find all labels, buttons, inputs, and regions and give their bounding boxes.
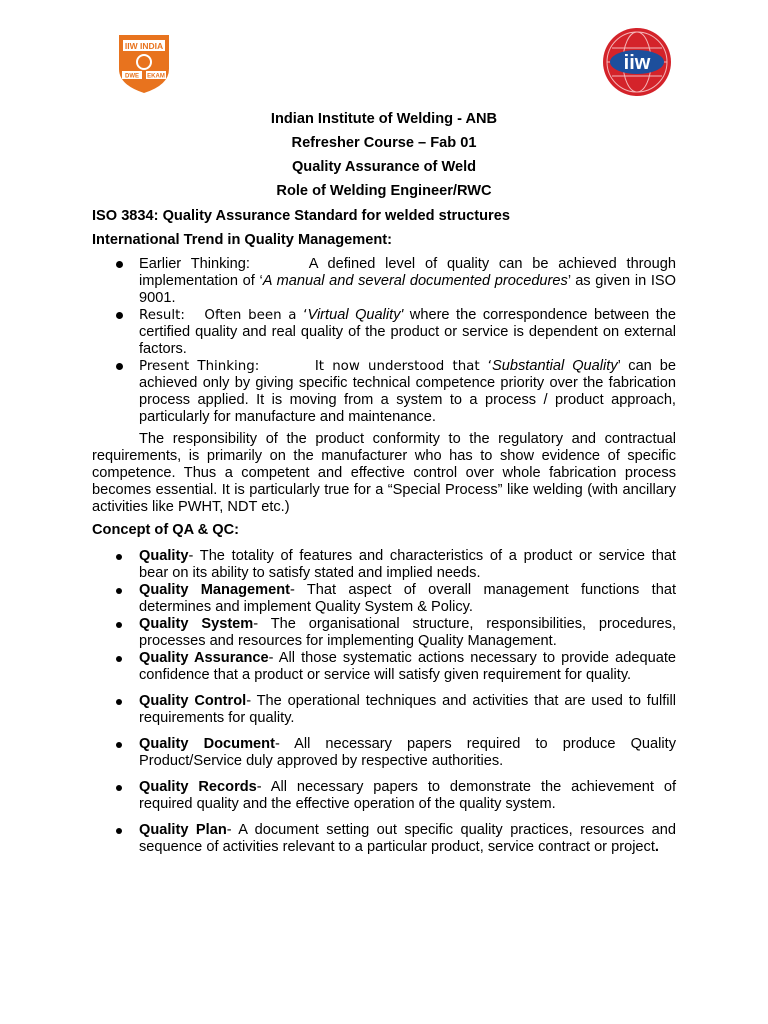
- concept-end: .: [654, 839, 659, 855]
- concept-term: Quality Control: [139, 693, 247, 709]
- list-item: [92, 616, 676, 650]
- concept-def: - The totality of features and characteristics of a product or service that bear on its ability to satisfy stated and implied needs.: [139, 548, 676, 581]
- list-item: [92, 822, 676, 856]
- list-item: [92, 582, 676, 616]
- concept-def: - The operational techniques and activities that are used to fulfill requirements for quality.: [139, 693, 676, 726]
- concept-term: Quality: [139, 548, 189, 564]
- title-course: Refresher Course – Fab 01: [291, 135, 477, 151]
- logo-left-line1: IIW INDIA: [124, 41, 164, 51]
- list-item: [92, 358, 676, 426]
- concept-def: - All necessary papers required to produce Quality Product/Service duly approved by respective authorities.: [139, 736, 676, 769]
- title-institute: Indian Institute of Welding - ANB: [270, 111, 498, 127]
- present-text1: It now understood that ‘: [314, 359, 493, 374]
- earlier-italic: A manual and several documented procedures: [262, 273, 568, 289]
- concept-term: Quality Assurance: [139, 650, 269, 666]
- iiw-india-logo: [117, 33, 171, 95]
- list-item: [92, 693, 676, 727]
- earlier-label: Earlier Thinking:: [139, 256, 250, 272]
- concept-def: - All those systematic actions necessary to provide adequate confidence that a product or service will satisfy given requirement for quality.: [139, 650, 676, 683]
- present-text2: ’ can be achieved only by giving specific technical competence priority over the fabrication process applied. It is moving from a system to a process / product approach, particularly for manufacture and maintenance.: [139, 358, 676, 425]
- list-item: [92, 307, 676, 358]
- title-role: Role of Welding Engineer/RWC: [276, 183, 492, 199]
- logo-right-text: iiw: [623, 52, 651, 74]
- list-item: [92, 736, 676, 770]
- concept-term: Quality Document: [139, 736, 275, 752]
- list-item: [92, 650, 676, 684]
- concept-list: [92, 548, 676, 856]
- heading-concept: Concept of QA & QC:: [92, 522, 240, 538]
- responsibility-paragraph: The responsibility of the product conformity to the regulatory and contractual requirements, is primarily on the manufacturer who has to show evidence of specific competence. Thus a competent and effective control over whole fabrication process becomes essential. It is particularly true for a “Special Process” like welding (with ancillary activities like PWHT, NDT etc.): [92, 431, 676, 515]
- heading-iso: ISO 3834: Quality Assurance Standard for welded structures: [92, 208, 510, 224]
- present-italic: Substantial Quality: [492, 358, 618, 374]
- concept-term: Quality Plan: [139, 822, 227, 838]
- trend-list: [92, 256, 676, 426]
- concept-term: Quality System: [139, 616, 254, 632]
- earlier-text2: ’ as given in ISO 9001.: [139, 273, 676, 306]
- result-text2: where the correspondence between the certified quality and real quality of the product or service is dependent on external factors.: [139, 307, 676, 357]
- result-label: Result:: [139, 308, 185, 323]
- logo-left-line2a: DWE: [125, 73, 139, 80]
- result-italic: Virtual Quality': [307, 307, 404, 323]
- concept-term: Quality Records: [139, 779, 257, 795]
- present-label: Present Thinking:: [139, 359, 260, 374]
- concept-def: - The organisational structure, responsibilities, procedures, processes and resources for implementing Quality Management.: [139, 616, 676, 649]
- list-item: [92, 548, 676, 582]
- iiw-globe-logo: [600, 26, 674, 98]
- logo-left-line2b: EKAM: [147, 73, 165, 80]
- concept-def: - A document setting out specific quality practices, resources and sequence of activities relevant to a particular product, service contract or project: [139, 822, 676, 855]
- list-item: [92, 256, 676, 307]
- earlier-text1: A defined level of quality can be achieved through implementation of ‘: [139, 256, 677, 289]
- concept-def: - That aspect of overall management functions that determines and implement Quality System & Policy.: [139, 582, 676, 615]
- title-block: [92, 111, 676, 207]
- title-subject: Quality Assurance of Weld: [291, 159, 477, 175]
- concept-def: - All necessary papers to demonstrate the achievement of required quality and the effective operation of the quality system.: [139, 779, 676, 812]
- heading-trend: International Trend in Quality Management:: [92, 232, 393, 248]
- concept-term: Quality Management: [139, 582, 290, 598]
- list-item: [92, 779, 676, 813]
- result-text1: Often been a ‘: [204, 308, 308, 323]
